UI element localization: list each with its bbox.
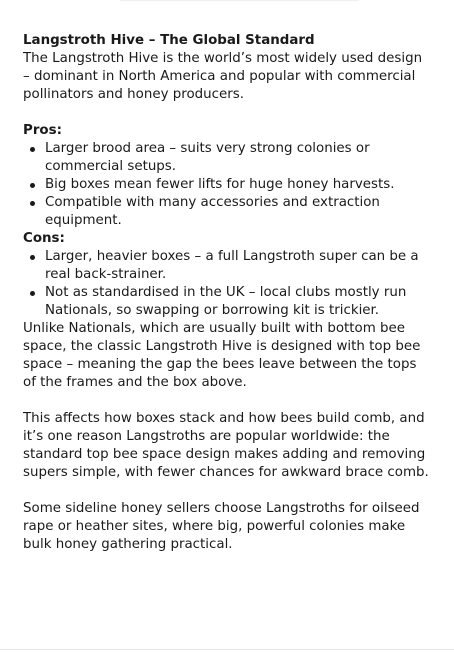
top-divider	[120, 0, 359, 1]
bottom-divider	[0, 649, 454, 650]
stacking-paragraph: This affects how boxes stack and how bees build comb, and it’s one reason Langstroths are popular worldwide: the standard top bee space design makes adding and removing supers simple, with fewer chances for awkward brace comb.	[23, 411, 429, 480]
cons-list	[23, 248, 433, 320]
article-body	[23, 32, 433, 554]
pros-item: Big boxes mean fewer lifts for huge honey harvests.	[45, 176, 433, 194]
pros-list	[23, 140, 433, 230]
pros-item: Compatible with many accessories and extraction equipment.	[45, 194, 433, 230]
honey-sellers-paragraph: Some sideline honey sellers choose Langstroths for oilseed rape or heather sites, where big, powerful colonies make bulk honey gathering practical.	[23, 501, 420, 552]
cons-label: Cons:	[23, 231, 65, 246]
article-title: Langstroth Hive – The Global Standard	[23, 33, 315, 48]
pros-label: Pros:	[23, 123, 62, 138]
pros-item: Larger brood area – suits very strong colonies or commercial setups.	[45, 140, 433, 176]
cons-item: Not as standardised in the UK – local clubs mostly run Nationals, so swapping or borrowing kit is trickier.	[45, 284, 433, 320]
cons-item: Larger, heavier boxes – a full Langstroth super can be a real back-strainer.	[45, 248, 433, 284]
bee-space-paragraph: Unlike Nationals, which are usually built with bottom bee space, the classic Langstroth Hive is designed with top bee space – meaning the gap the bees leave between the tops of the frames and the box above.	[23, 321, 421, 390]
intro-paragraph: The Langstroth Hive is the world’s most widely used design – dominant in North America and popular with commercial pollinators and honey producers.	[23, 51, 423, 102]
